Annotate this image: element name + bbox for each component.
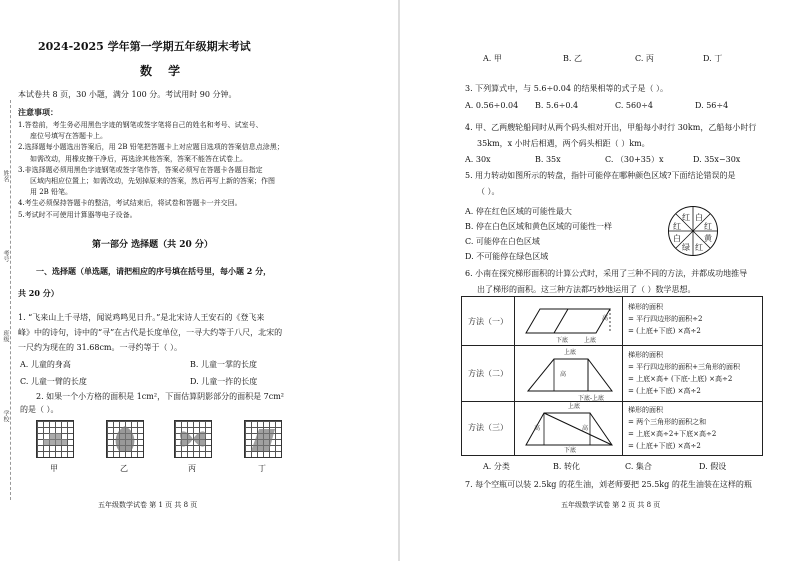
question-4 bbox=[465, 120, 756, 152]
wheel-label: 红 bbox=[695, 243, 703, 252]
margin-label-name: 姓名 bbox=[2, 170, 9, 182]
note-line: 区域内相应位置上；如需改动，先划掉原来的答案，然后再写上新的答案；作图 bbox=[30, 177, 275, 186]
grid-figure-bing bbox=[174, 420, 212, 458]
question-4-line: 35km，x 小时后相遇，两个码头相距（ ）km。 bbox=[477, 139, 650, 148]
grid-label-yi: 乙 bbox=[120, 464, 128, 473]
wheel-label: 白 bbox=[673, 234, 681, 243]
q2-option-b[interactable]: B. 乙 bbox=[563, 54, 582, 63]
grid-figure-jia bbox=[36, 420, 74, 458]
question-4-line: 4. 甲、乙两艘轮船同时从两个码头相对开出，甲船每小时行 30km，乙船每小时行 bbox=[465, 123, 757, 132]
note-line: 4.考生必须保持答题卡的整洁，考试结束后，将试卷和答题卡一并交回。 bbox=[18, 199, 242, 208]
wheel-label: 绿 bbox=[682, 243, 690, 252]
method-3-line: 梯形的面积 bbox=[628, 406, 663, 414]
method-3-line: = (上底+下底) ×高÷2 bbox=[628, 442, 701, 450]
grid-figure-yi bbox=[106, 420, 144, 458]
method-3-fig-label: 高 bbox=[582, 425, 589, 432]
q4-option-b[interactable]: B. 35x bbox=[535, 155, 561, 164]
binding-line bbox=[10, 100, 11, 500]
q6-option-a[interactable]: A. 分类 bbox=[483, 462, 510, 471]
q4-option-a[interactable]: A. 30x bbox=[465, 155, 491, 164]
method-1-fig-label: 上底 bbox=[584, 337, 597, 344]
q3-option-b[interactable]: B. 5.6÷0.4 bbox=[535, 101, 579, 110]
note-line: 如需改动，用橡皮擦干净后，再选涂其他答案，答案不能答在试卷上。 bbox=[30, 154, 247, 163]
section-title: 一、选择题（单选题，请把相应的序号填在括号里，每小题 2 分， bbox=[36, 266, 272, 276]
question-6-line: 6. 小南在探究梯形面积的计算公式时，采用了三种不同的方法，并都成功地推导 bbox=[465, 269, 748, 278]
question-5-line: 5. 用力转动如图所示的转盘，指针可能停在哪种颜色区域?下面结论错误的是 bbox=[465, 171, 736, 180]
q3-option-a[interactable]: A. 0.56÷0.04 bbox=[465, 101, 519, 110]
grid-label-jia: 甲 bbox=[50, 464, 58, 473]
method-3-fig-label: 高 bbox=[534, 425, 541, 432]
method-2-fig-label: 下底-上底 bbox=[578, 395, 605, 402]
question-2-line: 2. 如果一个小方格的面积是 1cm²，下面估算阴影部分的面积是 7cm² bbox=[36, 392, 284, 401]
subject-title: 数 学 bbox=[140, 64, 187, 78]
method-1-fig-label: 下底 bbox=[556, 337, 569, 344]
q5-option-d[interactable]: D. 不可能停在绿色区域 bbox=[465, 252, 549, 261]
method-2-line: 梯形的面积 bbox=[628, 351, 663, 359]
q5-options bbox=[465, 204, 612, 264]
method-2-line: = (上底+下底) ×高÷2 bbox=[628, 387, 701, 395]
wheel-label: 黄 bbox=[704, 234, 712, 243]
question-5 bbox=[465, 168, 735, 200]
method-2-line: = 平行四边形的面积+三角形的面积 bbox=[628, 363, 740, 371]
shape-ding bbox=[245, 421, 281, 457]
notes-list bbox=[18, 120, 284, 221]
margin-label-class: 班级 bbox=[2, 330, 9, 342]
method-1-line: = 平行四边形的面积÷2 bbox=[628, 315, 703, 323]
method-1-line: = (上底+下底) ×高÷2 bbox=[628, 327, 701, 335]
method-2-text bbox=[628, 349, 740, 397]
grid-label-ding: 丁 bbox=[258, 464, 266, 473]
wheel-label: 红 bbox=[682, 213, 690, 222]
method-3-fig-label: 下底 bbox=[564, 447, 577, 454]
method-1-fig-label: 高 bbox=[602, 315, 609, 322]
q3-option-c[interactable]: C. 560÷4 bbox=[615, 101, 653, 110]
method-2-fig-label: 上底 bbox=[564, 349, 577, 356]
method-1-line: 梯形的面积 bbox=[628, 303, 663, 311]
spinner-wheel bbox=[668, 206, 718, 256]
grid-label-bing: 丙 bbox=[188, 464, 196, 473]
q5-option-b[interactable]: B. 停在白色区域和黄色区域的可能性一样 bbox=[465, 222, 612, 231]
question-2-line: 的是（ ）。 bbox=[20, 405, 59, 414]
method-1-label: 方法（一） bbox=[468, 317, 508, 326]
question-6 bbox=[465, 266, 747, 298]
question-3: 3. 下列算式中，与 5.6÷0.04 的结果相等的式子是（ ）。 bbox=[465, 84, 669, 93]
question-1-line: 1. “飞来山上千寻塔，闻说鸡鸣见日升。”是北宋诗人王安石的《登飞来 bbox=[18, 313, 265, 322]
page-footer: 五年级数学试卷 第 2 页 共 8 页 bbox=[561, 501, 661, 509]
q4-option-d[interactable]: D. 35x−30x bbox=[693, 155, 741, 164]
q1-option-c[interactable]: C. 儿童一臂的长度 bbox=[20, 377, 87, 386]
methods-table bbox=[461, 296, 763, 456]
shape-yi bbox=[107, 421, 143, 457]
wheel-label: 白 bbox=[695, 213, 703, 222]
method-2-line: = 上底×高+ (下底-上底) ×高÷2 bbox=[628, 375, 733, 383]
note-line: 座位号填写在答题卡上。 bbox=[30, 132, 107, 141]
method-3-text bbox=[628, 404, 716, 452]
q4-option-c[interactable]: C. （30+35）x bbox=[605, 155, 664, 164]
section-title-cont: 共 20 分） bbox=[18, 288, 59, 298]
note-line: 3.非选择题必须用黑色字迹钢笔或签字笔作答，答案必须写在答题卡各题目指定 bbox=[18, 165, 263, 174]
question-1-line: 峰》中的诗句，诗中的“寻”在古代是长度单位，一寻大约等于八尺，北宋的 bbox=[18, 328, 283, 337]
method-3-fig-label: 上底 bbox=[568, 403, 581, 410]
q1-option-a[interactable]: A. 儿童的身高 bbox=[20, 360, 71, 369]
q1-option-b[interactable]: B. 儿童一掌的长度 bbox=[190, 360, 257, 369]
method-3-label: 方法（三） bbox=[468, 423, 508, 432]
exam-title: 2024-2025 学年第一学期五年级期末考试 bbox=[38, 40, 251, 53]
grid-figure-ding bbox=[244, 420, 282, 458]
exam-info: 本试卷共 8 页，30 小题，满分 100 分。考试用时 90 分钟。 bbox=[18, 90, 237, 99]
question-5-line: （ ）。 bbox=[477, 187, 500, 196]
method-3-line: = 上底×高÷2+下底×高÷2 bbox=[628, 430, 717, 438]
method-2-figure bbox=[518, 353, 618, 397]
note-line: 1.答卷前，考生务必用黑色字迹的钢笔或签字笔将自己的姓名和考号、试室号、 bbox=[18, 121, 263, 129]
margin-label-school: 学校 bbox=[2, 410, 9, 422]
q6-option-c[interactable]: C. 集合 bbox=[625, 462, 652, 471]
wheel-label: 红 bbox=[673, 222, 681, 231]
q6-option-b[interactable]: B. 转化 bbox=[553, 462, 580, 471]
q6-option-d[interactable]: D. 假设 bbox=[699, 462, 727, 471]
method-3-line: = 两个三角形的面积之和 bbox=[628, 418, 707, 426]
note-line: 5.考试时不可使用计算器等电子设备。 bbox=[18, 210, 137, 219]
wheel-label: 红 bbox=[704, 222, 712, 231]
q5-option-c[interactable]: C. 可能停在白色区域 bbox=[465, 237, 540, 246]
shape-bing bbox=[175, 421, 211, 457]
page-footer: 五年级数学试卷 第 1 页 共 8 页 bbox=[98, 501, 198, 509]
question-1 bbox=[18, 310, 282, 355]
q3-option-d[interactable]: D. 56÷4 bbox=[695, 101, 729, 110]
part-title: 第一部分 选择题（共 20 分） bbox=[92, 240, 213, 250]
q2-option-d[interactable]: D. 丁 bbox=[703, 54, 723, 63]
q1-option-d[interactable]: D. 儿童一拃的长度 bbox=[190, 377, 258, 386]
margin-label-number: 考号 bbox=[2, 250, 9, 262]
method-1-text bbox=[628, 301, 702, 337]
method-2-fig-label: 高 bbox=[560, 371, 567, 378]
question-1-line: 一尺约为现在的 31.68cm。一寻约等于（ ）。 bbox=[18, 343, 183, 352]
shape-jia bbox=[37, 421, 73, 457]
q5-option-a[interactable]: A. 停在红色区域的可能性最大 bbox=[465, 207, 572, 216]
notes-title: 注意事项： bbox=[18, 107, 58, 117]
q2-option-a[interactable]: A. 甲 bbox=[483, 54, 502, 63]
note-line: 用 2B 铅笔。 bbox=[30, 188, 73, 197]
note-line: 2.选择题每小题选出答案后，用 2B 铅笔把答题卡上对应题目选项的答案信息点涂黑； bbox=[18, 143, 284, 152]
method-2-label: 方法（二） bbox=[468, 369, 508, 378]
question-7: 7. 每个空瓶可以装 2.5kg 的花生油，刘老师要把 25.5kg 的花生油装在这样的瓶 bbox=[465, 480, 752, 489]
q2-option-c[interactable]: C. 丙 bbox=[635, 54, 654, 63]
question-6-line: 出了梯形的面积。这三种方法都巧妙地运用了（ ）数学思想。 bbox=[477, 285, 696, 294]
page-2 bbox=[403, 0, 794, 561]
